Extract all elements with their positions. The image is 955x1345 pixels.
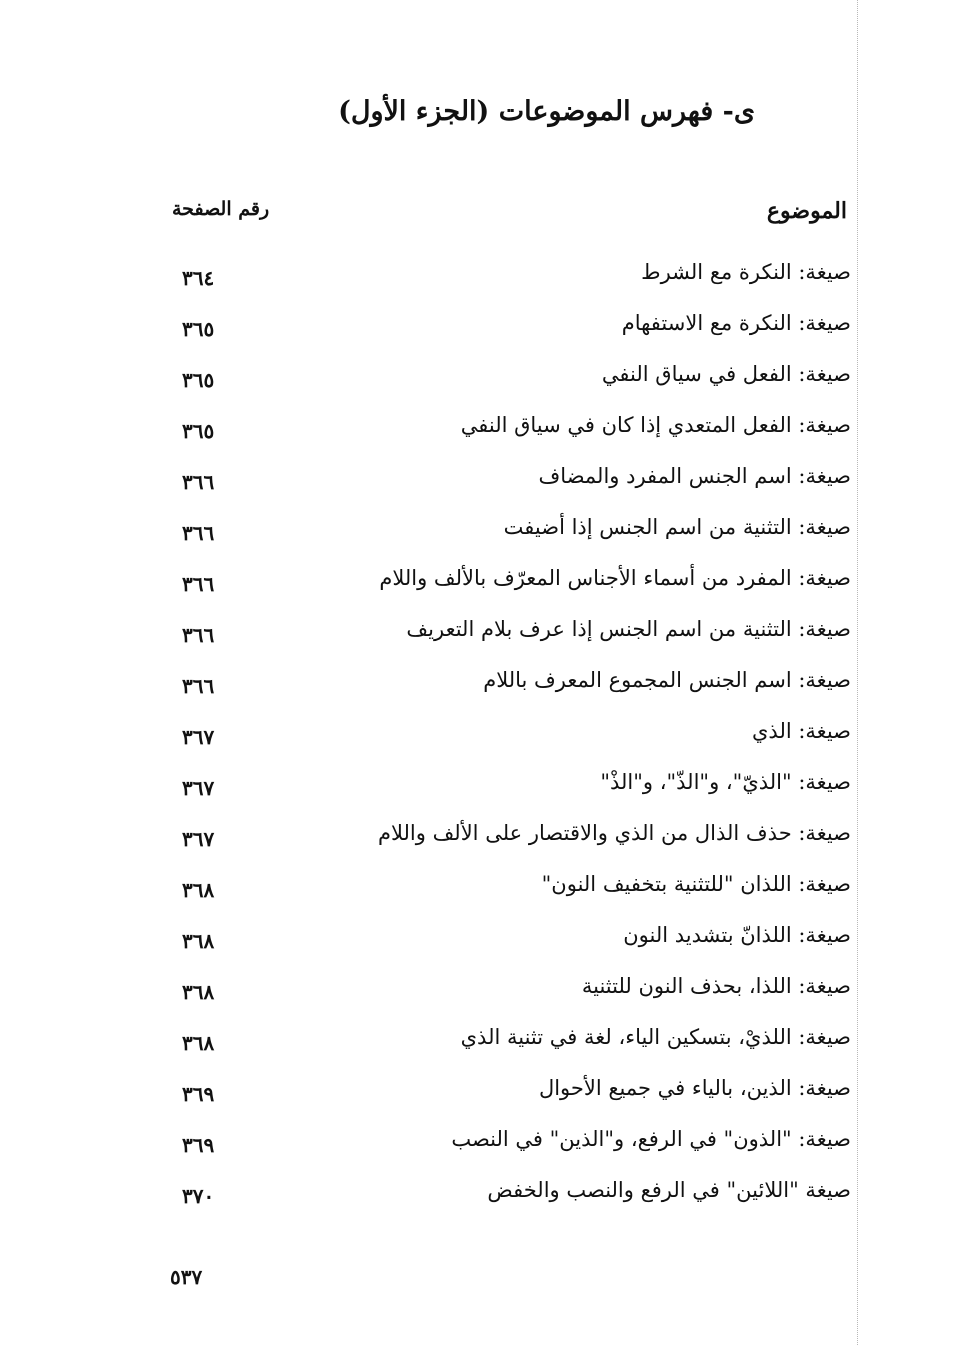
index-entry bbox=[160, 513, 851, 564]
entry-topic: صيغة "اللائين" في الرفع والنصب والخفض bbox=[487, 1178, 851, 1202]
entry-topic: صيغة: "الذون" في الرفع، و"الذين" في النصب bbox=[451, 1127, 851, 1151]
page-folio-number: ٥٣٧ bbox=[170, 1265, 203, 1289]
entry-page-number: ٣٦٦ bbox=[182, 470, 215, 494]
entry-page-number: ٣٦٧ bbox=[182, 725, 215, 749]
entry-topic: صيغة: الذي bbox=[751, 719, 851, 743]
entry-page-number: ٣٦٥ bbox=[182, 317, 215, 341]
entry-topic: صيغة: اسم الجنس المفرد والمضاف bbox=[538, 464, 851, 488]
index-entry bbox=[160, 819, 851, 870]
index-entry bbox=[160, 1074, 851, 1125]
index-entry bbox=[160, 1023, 851, 1074]
entry-topic: صيغة: التثنية من اسم الجنس إذا أضيفت bbox=[503, 515, 851, 539]
entry-topic: صيغة: اللذا، بحذف النون للتثنية bbox=[581, 974, 851, 998]
index-entry bbox=[160, 717, 851, 768]
index-entry bbox=[160, 666, 851, 717]
entry-topic: صيغة: حذف الذال من الذي والاقتصار على الألف واللام bbox=[377, 821, 851, 845]
index-entry bbox=[160, 564, 851, 615]
entry-page-number: ٣٦٨ bbox=[182, 878, 215, 902]
entry-topic: صيغة: اللذانّ بتشديد النون bbox=[623, 923, 851, 947]
index-entry bbox=[160, 309, 851, 360]
entry-page-number: ٣٦٦ bbox=[182, 623, 215, 647]
entry-page-number: ٣٦٨ bbox=[182, 929, 215, 953]
index-entry bbox=[160, 360, 851, 411]
entry-topic: صيغة: "الذيّ"، و"الذّ"، و"الذْ" bbox=[600, 770, 851, 794]
entry-page-number: ٣٦٥ bbox=[182, 368, 215, 392]
index-entry bbox=[160, 1125, 851, 1176]
entry-page-number: ٣٦٨ bbox=[182, 980, 215, 1004]
scan-edge-line bbox=[857, 0, 858, 1345]
entry-topic: صيغة: الفعل المتعدي إذا كان في سياق النفي bbox=[460, 413, 851, 437]
column-header-page-number: رقم الصفحة bbox=[172, 198, 270, 220]
entry-page-number: ٣٦٧ bbox=[182, 776, 215, 800]
entry-page-number: ٣٧٠ bbox=[182, 1184, 215, 1208]
entry-page-number: ٣٦٩ bbox=[182, 1133, 215, 1157]
index-entry bbox=[160, 615, 851, 666]
entry-page-number: ٣٦٥ bbox=[182, 419, 215, 443]
entry-topic: صيغة: الذين، بالياء في جميع الأحوال bbox=[538, 1076, 851, 1100]
entry-topic: صيغة: النكرة مع الشرط bbox=[641, 260, 851, 284]
index-entry bbox=[160, 921, 851, 972]
entry-page-number: ٣٦٨ bbox=[182, 1031, 215, 1055]
entry-page-number: ٣٦٦ bbox=[182, 521, 215, 545]
entry-page-number: ٣٦٦ bbox=[182, 572, 215, 596]
index-entry bbox=[160, 411, 851, 462]
index-entry bbox=[160, 258, 851, 309]
index-entry bbox=[160, 972, 851, 1023]
entry-topic: صيغة: اسم الجنس المجموع المعرف باللام bbox=[483, 668, 851, 692]
entry-topic: صيغة: النكرة مع الاستفهام bbox=[621, 311, 851, 335]
column-header-topic: الموضوع bbox=[766, 198, 847, 224]
entry-page-number: ٣٦٤ bbox=[182, 266, 215, 290]
entry-topic: صيغة: اللذيْ، بتسكين الياء، لغة في تثنية الذي bbox=[460, 1025, 851, 1049]
entry-page-number: ٣٦٦ bbox=[182, 674, 215, 698]
index-entry bbox=[160, 1176, 851, 1227]
entry-topic: صيغة: اللذان "للتثنية بتخفيف النون" bbox=[541, 872, 851, 896]
index-entry bbox=[160, 768, 851, 819]
index-entries bbox=[160, 258, 851, 1227]
index-entry bbox=[160, 462, 851, 513]
entry-topic: صيغة: المفرد من أسماء الأجناس المعرّف بالألف واللام bbox=[379, 566, 851, 590]
index-entry bbox=[160, 870, 851, 921]
entry-topic: صيغة: الفعل في سياق النفي bbox=[601, 362, 851, 386]
entry-page-number: ٣٦٧ bbox=[182, 827, 215, 851]
entry-topic: صيغة: التثنية من اسم الجنس إذا عرف بلام التعريف bbox=[406, 617, 851, 641]
entry-page-number: ٣٦٩ bbox=[182, 1082, 215, 1106]
page-title: ى- فهرس الموضوعات (الجزء الأول) bbox=[338, 96, 755, 127]
